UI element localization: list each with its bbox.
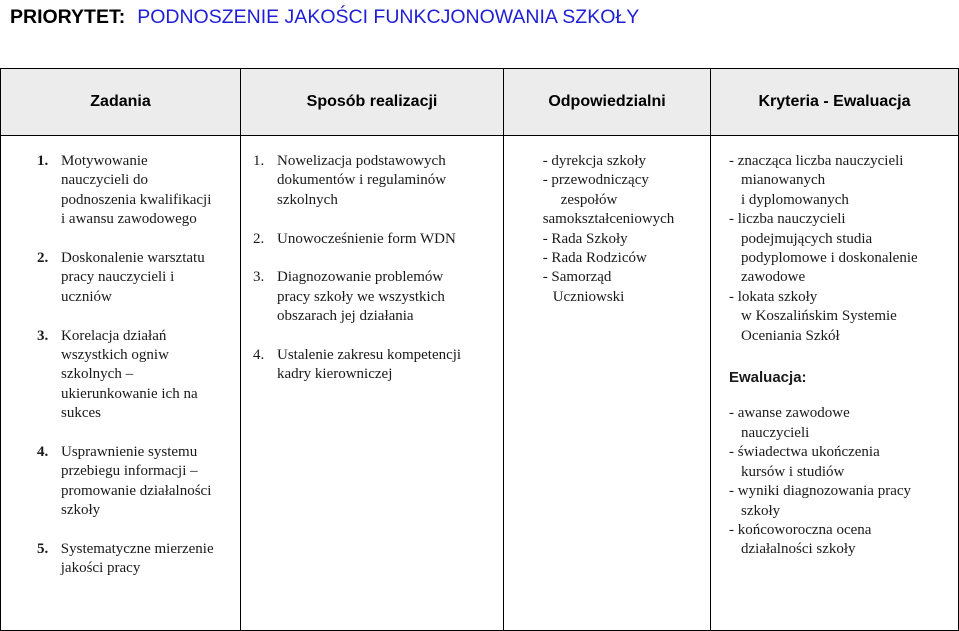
criteria-cell bbox=[711, 136, 959, 631]
method-item bbox=[253, 230, 497, 249]
header-methods: Sposób realizacji bbox=[241, 69, 504, 136]
responsible-line: - Rada Szkoły bbox=[542, 230, 628, 247]
method-text: Nowelizacja podstawowych dokumentów i regulaminów szkolnych bbox=[277, 153, 447, 208]
responsible-line: - Rada Rodziców bbox=[542, 250, 647, 267]
task-text: Motywowanie nauczycieli do podnoszenia kwalifikacji i awansu zawodowego bbox=[61, 153, 212, 228]
header-tasks: Zadania bbox=[1, 69, 241, 136]
evaluation-line: - wyniki diagnozowania pracy bbox=[729, 483, 912, 500]
tasks-list bbox=[37, 152, 234, 579]
task-item bbox=[37, 327, 234, 424]
method-text: Diagnozowanie problemów pracy szkoły we wszystkich obszarach jej działania bbox=[277, 269, 445, 325]
task-text: Korelacja działań wszystkich ogniw szkolnych – ukierunkowanie ich na sukces bbox=[61, 327, 198, 422]
methods-list bbox=[253, 152, 497, 385]
evaluation-line: - świadectwa ukończenia bbox=[729, 444, 880, 461]
header-row bbox=[1, 69, 959, 136]
method-item bbox=[253, 346, 497, 385]
task-number: 4. bbox=[37, 444, 49, 461]
criteria-line: w Koszalińskim Systemie bbox=[741, 308, 897, 325]
responsible-line: - Samorząd bbox=[542, 269, 612, 286]
header-criteria: Kryteria - Ewaluacja bbox=[711, 69, 959, 136]
criteria-line: zawodowe bbox=[741, 269, 806, 286]
task-text: Usprawnienie systemu przebiegu informacji – promowanie działalności szkoły bbox=[61, 444, 212, 519]
task-item bbox=[37, 540, 234, 579]
task-text: Systematyczne mierzenie jakości pracy bbox=[60, 541, 214, 577]
responsible-line: zespołów bbox=[560, 191, 618, 208]
method-item bbox=[253, 268, 497, 326]
method-item bbox=[253, 152, 497, 210]
task-number: 2. bbox=[37, 250, 49, 267]
task-number: 1. bbox=[37, 153, 49, 169]
content-row bbox=[1, 136, 959, 631]
method-text: Unowocześnienie form WDN bbox=[277, 230, 456, 247]
responsible-line: - dyrekcja szkoły bbox=[542, 153, 646, 169]
method-number: 2. bbox=[253, 230, 265, 247]
evaluation-heading: Ewaluacja: bbox=[729, 369, 807, 387]
priority-value: PODNOSZENIE JAKOŚCI FUNKCJONOWANIA SZKOŁY bbox=[137, 6, 640, 28]
criteria-line: podejmujących studia bbox=[741, 230, 873, 247]
evaluation-line: - awanse zawodowe bbox=[729, 405, 850, 422]
method-number: 4. bbox=[253, 347, 265, 364]
header-responsible: Odpowiedzialni bbox=[504, 69, 711, 136]
evaluation-line: kursów i studiów bbox=[741, 463, 845, 480]
tasks-cell bbox=[1, 136, 241, 631]
criteria-line: - lokata szkoły bbox=[729, 288, 818, 305]
evaluation-line: szkoły bbox=[741, 502, 781, 519]
task-number: 5. bbox=[37, 541, 49, 558]
priority-label: PRIORYTET: bbox=[10, 6, 126, 28]
methods-cell bbox=[241, 136, 504, 631]
task-item bbox=[37, 152, 234, 230]
responsible-line: - przewodniczący bbox=[542, 172, 649, 189]
criteria-line: - liczba nauczycieli bbox=[729, 211, 846, 228]
evaluation-line: nauczycieli bbox=[741, 424, 810, 441]
task-text: Doskonalenie warsztatu pracy nauczycieli i uczniów bbox=[61, 250, 205, 305]
criteria-line: podyplomowe i doskonalenie bbox=[741, 250, 918, 267]
criteria-line: - znacząca liczba nauczycieli bbox=[729, 153, 904, 169]
responsible-line: Uczniowski bbox=[552, 288, 625, 305]
method-text: Ustalenie zakresu kompetencji kadry kierowniczej bbox=[277, 347, 462, 383]
method-number: 1. bbox=[253, 153, 265, 169]
responsible-list bbox=[543, 152, 675, 307]
responsible-line: samokształceniowych bbox=[542, 211, 675, 228]
criteria-line: Oceniania Szkół bbox=[741, 327, 840, 344]
evaluation-line: działalności szkoły bbox=[741, 541, 856, 558]
criteria-line: mianowanych bbox=[741, 172, 826, 189]
priority-heading bbox=[10, 2, 639, 32]
task-item bbox=[37, 443, 234, 521]
responsible-cell bbox=[504, 136, 711, 631]
task-number: 3. bbox=[37, 327, 49, 344]
criteria-line: i dyplomowanych bbox=[741, 191, 849, 208]
method-number: 3. bbox=[253, 269, 265, 286]
plan-table bbox=[0, 68, 959, 631]
evaluation-line: - końcoworoczna ocena bbox=[729, 521, 872, 538]
task-item bbox=[37, 249, 234, 307]
